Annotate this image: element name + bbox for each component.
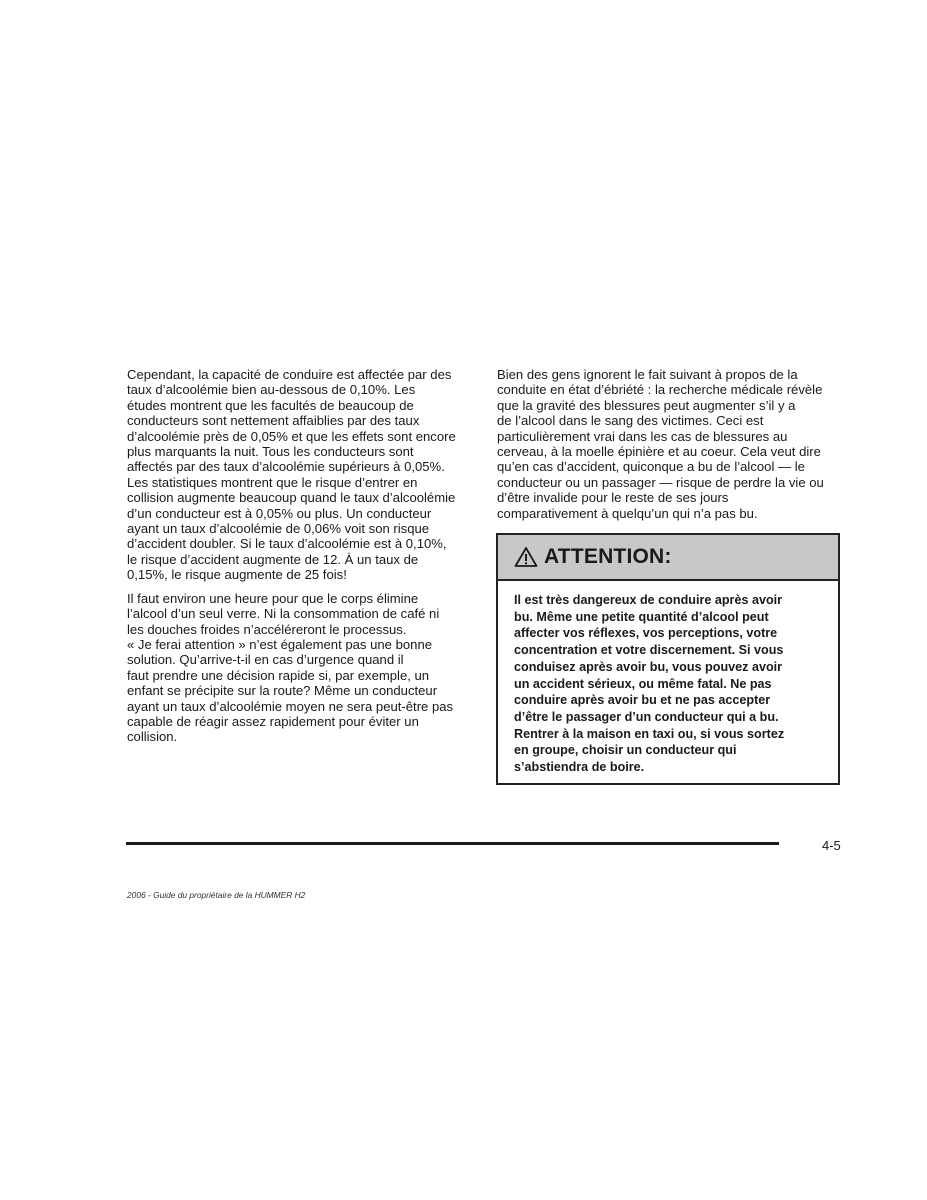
bottom-rule (126, 842, 779, 845)
left-column (127, 367, 475, 753)
footer-text: 2006 - Guide du propriétaire de la HUMMER H2 (127, 890, 306, 900)
warning-triangle-icon (514, 546, 538, 568)
left-paragraph-2: Il faut environ une heure pour que le corps élimine l’alcool d’un seul verre. Ni la consommation de café ni les douches froides n’accéléreront le processus. « Je ferai attention » n’est également pas une bonne solution. Qu’arrive-t-il en cas d’urgence quand il faut prendre une décision rapide si, par exemple, un enfant se précipite sur la route? Même un conducteur ayant un taux d’alcoolémie moyen ne sera peut-être pas capable de réagir assez rapidement pour éviter un collision. (127, 590, 454, 745)
page-number: 4-5 (822, 838, 841, 853)
left-paragraph-1: Cependant, la capacité de conduire est affectée par des taux d’alcoolémie bien au-dessous de 0,10%. Les études montrent que les facultés de beaucoup de conducteurs sont nettement affaiblies par des taux d’alcoolémie près de 0,05% et que les effets sont encore plus marquants la nuit. Tous les conducteurs sont affectés par des taux d’alcoolémie supérieurs à 0,05%. Les statistiques montrent que le risque d’entrer en collision augmente beaucoup quand le taux d’alcoolémie d’un conducteur est à 0,05% ou plus. Un conducteur ayant un taux d’alcoolémie de 0,06% voit son risque d’accident doubler. Si le taux d’alcoolémie est à 0,10%, le risque d’accident augmente de 12. À un taux de 0,15%, le risque augmente de 25 fois! (127, 367, 456, 583)
warning-header (498, 535, 838, 581)
right-column (497, 367, 842, 529)
warning-body: Il est très dangereux de conduire après avoir bu. Même une petite quantité d’alcool peut affecter vos réflexes, vos perceptions, votre concentration et votre discernement. Si vous conduisez après avoir bu, vous pouvez avoir un accident sérieux, ou même fatal. Ne pas conduire après avoir bu et ne pas accepter d’être le passager d’un conducteur qui a bu. Rentrer à la maison en taxi ou, si vous sortez en groupe, choisir un conducteur qui s’abstiendra de boire. (514, 593, 785, 775)
warning-title: ATTENTION: (544, 545, 672, 568)
warning-box (496, 533, 840, 785)
right-paragraph: Bien des gens ignorent le fait suivant à propos de la conduite en état d’ébriété : la recherche médicale révèle que la gravité des blessures peut augmenter s’il y a de l’alcool dans le sang des victimes. Ceci est particulièrement vrai dans les cas de blessures au cerveau, à la moelle épinière et au coeur. Cela veut dire qu’en cas d’accident, quiconque a bu de l’alcool — le conducteur ou un passager — risque de perdre la vie ou d’être invalide pour le reste de ses jours comparativement à quelqu’un qui n’a pas bu. (497, 367, 824, 521)
